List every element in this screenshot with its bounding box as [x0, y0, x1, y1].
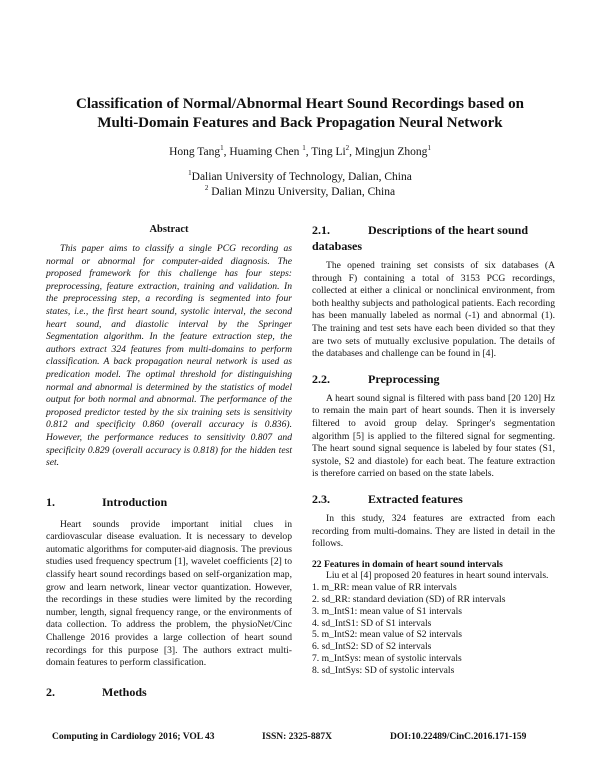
affiliations: $^1$Dalian University of Technology, Dalian, China $^2$ Dalian Minzu University, Dalian, China [188, 169, 412, 198]
list-item: 7. m_IntSys: mean of systolic intervals [312, 653, 462, 665]
features-list [312, 582, 555, 676]
section-2-3: 2.3. Extracted features In this study, 324 features are extracted from each recording from multi-domains. They are listed in detail in the follows. [312, 491, 555, 550]
section-heading: Preprocessing [368, 371, 440, 386]
paper-title: Classification of Normal/Abnormal Heart Sound Recordings based on Multi-Domain Features and Back Propagation Neural Network [76, 96, 524, 131]
features-subheading: 22 Features in domain of heart sound intervals [312, 558, 503, 570]
abstract-text: This paper aims to classify a single PCG recording as normal or abnormal for computer-aided diagnosis. The proposed framework for this challenge has four steps: preprocessing, feature extraction, training and validation. In the preprocessing step, a recording is segmented into four states, i.e., the first heart sound, systolic interval, the second heart sound, and diastolic interval by the Springer Segmentation algorithm. In the feature extraction step, the authors extract 324 features from multi-domains to perform classification. A back propagation neural network is used as predication model. The optimal threshold for distinguishing normal and abnormal is determined by the statistics of model output for both normal and abnormal. The performance of the proposed predictor tested by the six training sets is sensitivity 0.812 and specificity 0.860 (overall accuracy is 0.836). However, the performance reduces to sensitivity 0.807 and specificity 0.829 (overall accuracy is 0.818) for the hidden test set. [46, 243, 292, 469]
author: Hong Tang [169, 146, 221, 158]
features-intro: Liu et al [4] proposed 20 features in heart sound intervals. [326, 570, 549, 582]
section-text: A heart sound signal is filtered with pass band [20 120] Hz to remain the main part of heart sounds. Then it is inversely filtered to avoid group delay. Springer's segmentation algorithm [5] is applied to the filtered signal for segmenting. The heart sound signal sequence is labeled by four states (S1, systole, S2 and diastole) for each beat. The feature extraction is therefore carried on based on the state labels. [312, 392, 555, 480]
author: Ting Li [311, 146, 346, 158]
list-item: 2. sd_RR: standard deviation (SD) of RR intervals [312, 594, 506, 606]
author-list: Hong Tang$^1$, Huaming Chen $^1$, Ting Li$^2$, Mingjun Zhong$^1$ [169, 144, 431, 158]
list-item: 5. m_IntS2: mean value of S2 intervals [312, 629, 463, 641]
introduction-text: Heart sounds provide important initial clues in cardiovascular disease evaluation. It is necessary to develop automatic algorithms for computer-aid diagnosis. The previous studies used frequency spectrum [1], wavelet coefficients [2] to classify heart sound recordings based on self-organization map, grow and learn network, linear vector quantization. However, the recordings in these studies were limited by the recording number, length, signal frequency range, or the environments of data collection. To address the problem, the physioNet/Cinc Challenge 2016 provides a large collection of heart sound recordings for this purpose [3]. The authors extract multi-domain features to perform classification. [46, 518, 292, 669]
author: Mingjun Zhong [354, 146, 428, 158]
section-text: In this study, 324 features are extracted from each recording from multi-domains. They are listed in detail in the follows. [312, 512, 555, 550]
section-heading: Extracted features [368, 491, 463, 506]
list-item: 4. sd_IntS1: SD of S1 intervals [312, 617, 432, 629]
left-column [46, 223, 292, 706]
right-column [312, 222, 555, 677]
footer-issn: ISSN: 2325-887X [262, 732, 332, 742]
section-heading: Methods [102, 684, 147, 699]
abstract-section [46, 223, 292, 470]
abstract-heading: Abstract [149, 224, 189, 235]
author: Huaming Chen [229, 146, 303, 158]
section-heading: Descriptions of the heart sound databases [312, 223, 529, 253]
footer-journal: Computing in Cardiology 2016; VOL 43 [52, 732, 215, 742]
list-item: 8. sd_IntSys: SD of systolic intervals [312, 664, 455, 676]
footer-doi: DOI:10.22489/CinC.2016.171-159 [390, 732, 527, 742]
list-item: 1. m_RR: mean value of RR intervals [312, 582, 457, 594]
section-2-1: 2.1. Descriptions of the heart sound databases The opened training set consists of six databases (A through F) containing a total of 3153 PCG recordings, collected at either a clinical or nonclinical environment, from both healthy subjects and pathological patients. Each recording has been manually labeled as normal (-1) and abnormal (1). The training and test sets have each been divided so that they are two sets of mutually exclusive population. The details of the databases and challenge can be found in [4]. [312, 223, 555, 360]
section-heading: Introduction [102, 494, 168, 509]
list-item: 6. sd_IntS2: SD of S2 intervals [312, 641, 432, 653]
methods-section: 2. Methods [46, 684, 147, 699]
introduction-section: 1. Introduction Heart sounds provide important initial clues in cardiovascular disease evaluation. It is necessary to develop automatic algorithms for computer-aid diagnosis. The previous studies used frequency spectrum [1], wavelet coefficients [2] to classify heart sound recordings based on self-organization map, grow and learn network, linear vector quantization. However, the recordings in these studies were limited by the recording number, length, signal frequency range, or the environments of data collection. To address the problem, the physioNet/Cinc Challenge 2016 provides a large collection of heart sound recordings for this purpose [3]. The authors extract multi-domain features to perform classification. [46, 494, 292, 669]
features-list-section [312, 559, 555, 677]
section-2-2: 2.2. Preprocessing A heart sound signal is filtered with pass band [20 120] Hz to remain the main part of heart sounds. Then it is inversely filtered to avoid group delay. Springer's segmentation algorithm [5] is applied to the filtered signal for segmenting. The heart sound signal sequence is labeled by four states (S1, systole, S2 and diastole) for each beat. The feature extraction is therefore carried on based on the state labels. [312, 371, 555, 480]
list-item: 3. m_IntS1: mean value of S1 intervals [312, 605, 463, 617]
section-text: The opened training set consists of six databases (A through F) containing a total of 3153 PCG recordings, collected at either a clinical or nonclinical environment, from both healthy subjects and pathological patients. Each recording has been manually labeled as normal (-1) and abnormal (1). The training and test sets have each been divided so that they are two sets of mutually exclusive population. The details of the databases and challenge can be found in [4]. [312, 260, 555, 360]
